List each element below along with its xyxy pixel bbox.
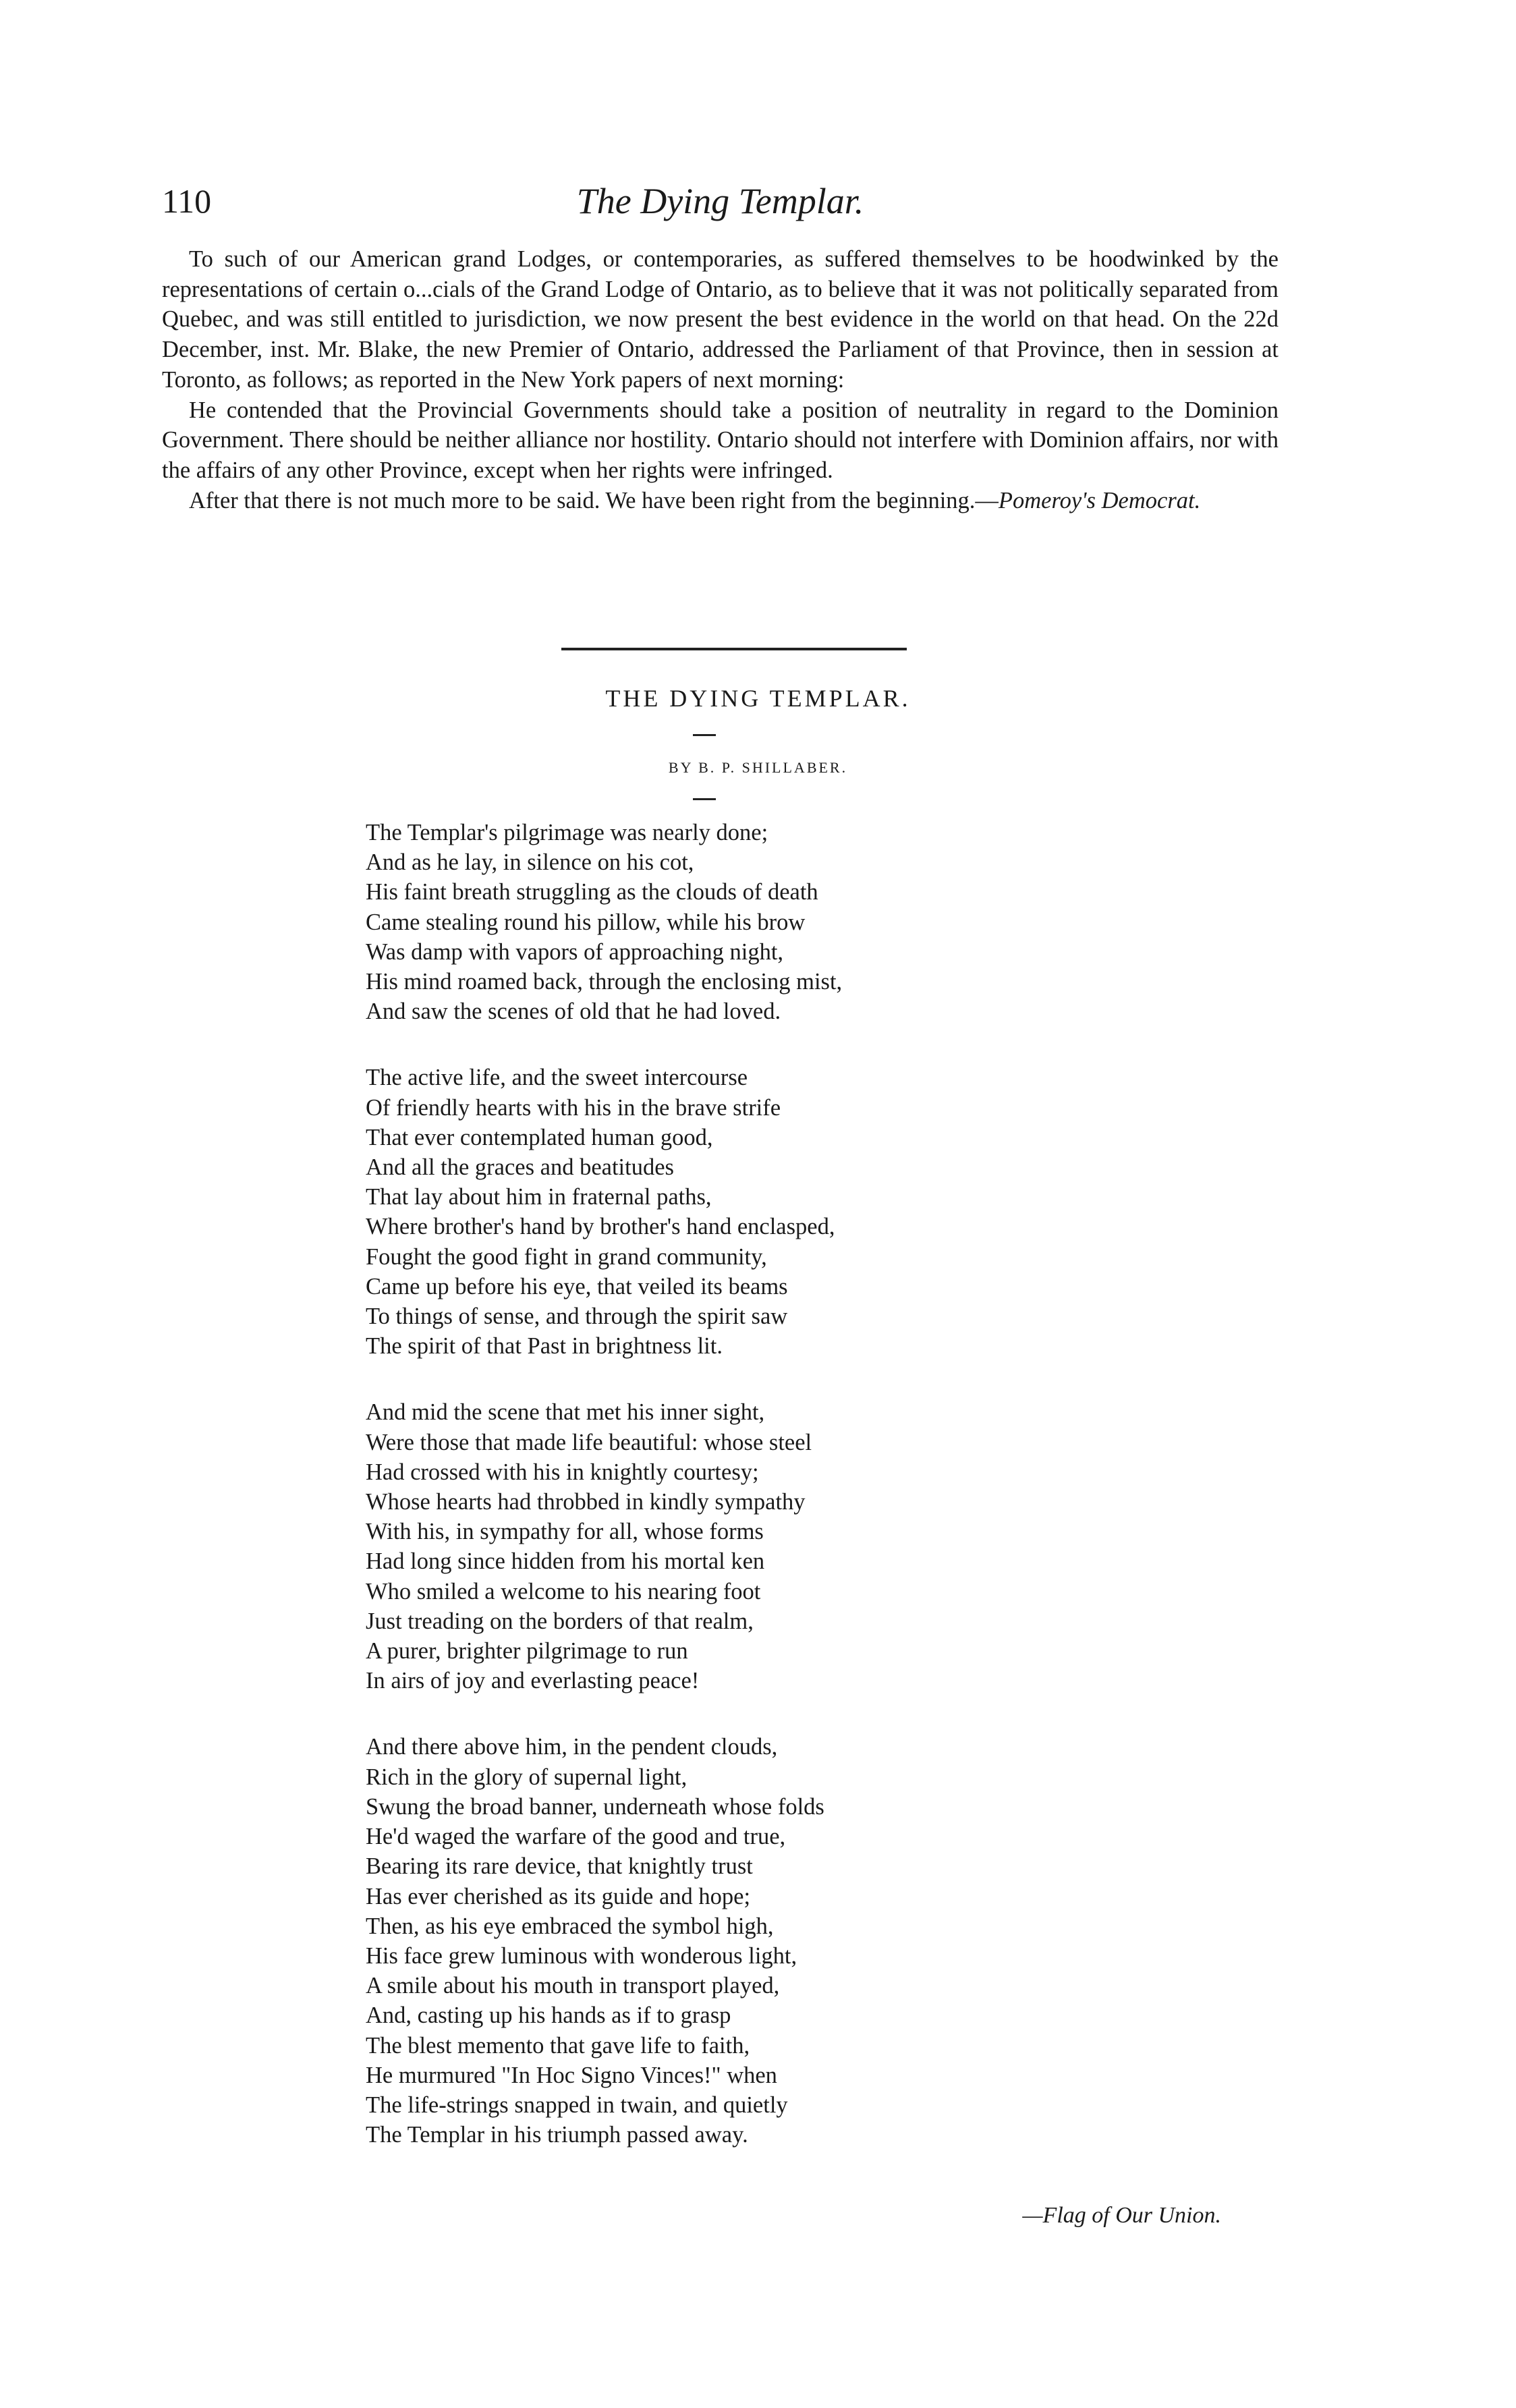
poem-line: Has ever cherished as its guide and hope;: [366, 1883, 751, 1909]
poem-line: The blest memento that gave life to faith,: [366, 2032, 750, 2059]
poem-line: In airs of joy and everlasting peace!: [366, 1668, 700, 1694]
article-source: Pomeroy's Democrat.: [998, 487, 1201, 513]
poem-line: Then, as his eye embraced the symbol high,: [366, 1913, 774, 1939]
poem-byline: BY B. P. SHILLABER.: [668, 759, 848, 776]
poem-line: The spirit of that Past in brightness lit.: [366, 1333, 723, 1360]
article-paragraph-2: He contended that the Provincial Governments should take a position of neutrality in regard to the Dominion Government. There should be neither alliance nor hostility. Ontario should not interfere with Dominion affairs, nor with the affairs of any other Province, except when her rights were infringed.: [162, 397, 1279, 483]
poem-line: Was damp with vapors of approaching night,: [366, 939, 784, 965]
title-dash: [693, 734, 716, 736]
page-header: [162, 181, 1279, 235]
poem-line: Fought the good fight in grand community,: [366, 1243, 767, 1270]
section-divider: [561, 648, 907, 650]
poem-line: Came up before his eye, that veiled its beams: [366, 1273, 788, 1299]
poem-line: Had long since hidden from his mortal ken: [366, 1548, 765, 1575]
poem-line: The active life, and the sweet intercourse: [366, 1065, 748, 1091]
article-paragraph-3: [162, 486, 1279, 516]
poem-line: Rich in the glory of supernal light,: [366, 1764, 687, 1790]
poem-line: That ever contemplated human good,: [366, 1124, 713, 1150]
poem-line: Just treading on the borders of that realm,: [366, 1608, 754, 1634]
source-dash: —: [975, 487, 999, 513]
byline-dash: [693, 798, 716, 800]
poem-body: [366, 818, 1310, 2186]
poem-line: With his, in sympathy for all, whose forms: [366, 1519, 764, 1545]
poem-stanza: [366, 1397, 1310, 1696]
poem-title: THE DYING TEMPLAR.: [605, 685, 911, 712]
poem-line: His face grew luminous with wonderous light,: [366, 1942, 797, 1969]
poem-line: He'd waged the warfare of the good and true,: [366, 1824, 786, 1850]
poem-line: Whose hearts had throbbed in kindly sympathy: [366, 1489, 806, 1515]
poem-line: Who smiled a welcome to his nearing foot: [366, 1578, 761, 1604]
poem-line: The Templar's pilgrimage was nearly done;: [366, 820, 768, 845]
poem-line: The life-strings snapped in twain, and quietly: [366, 2092, 788, 2118]
poem-attribution: —Flag of Our Union.: [1022, 2203, 1221, 2228]
poem-line: Where brother's hand by brother's hand enclasped,: [366, 1214, 835, 1240]
poem-stanza: [366, 1732, 1310, 2150]
running-title: The Dying Templar.: [576, 181, 864, 221]
article-paragraph-1: To such of our American grand Lodges, or contemporaries, as suffered themselves to be hoodwinked by the representations of certain o...cials of the Grand Lodge of Ontario, as to believe that it was not politically separated from Quebec, and was still entitled to jurisdiction, we now present the best evidence in the world on that head. On the 22d December, inst. Mr. Blake, the new Premier of Ontario, addressed the Parliament of that Province, then in session at Toronto, as follows; as reported in the New York papers of next morning:: [162, 246, 1279, 393]
poem-stanza: [366, 1063, 1310, 1361]
poem-line: A smile about his mouth in transport played,: [366, 1973, 780, 1999]
poem-line: And as he lay, in silence on his cot,: [366, 849, 694, 876]
page-number: 110: [162, 182, 212, 220]
poem-line: And all the graces and beatitudes: [366, 1154, 674, 1181]
poem-line: To things of sense, and through the spirit saw: [366, 1304, 788, 1330]
poem-line: Had crossed with his in knightly courtesy;: [366, 1459, 759, 1485]
poem-line: He murmured "In Hoc Signo Vinces!" when: [366, 2062, 777, 2088]
poem-stanza: [366, 818, 1310, 1026]
poem-line: His faint breath struggling as the clouds of death: [366, 879, 818, 905]
poem-line: The Templar in his triumph passed away.: [366, 2122, 748, 2148]
poem-line: Swung the broad banner, underneath whose folds: [366, 1793, 824, 1820]
poem-line: A purer, brighter pilgrimage to run: [366, 1638, 688, 1664]
poem-line: And mid the scene that met his inner sight,: [366, 1399, 765, 1426]
poem-line: His mind roamed back, through the enclosing mist,: [366, 969, 843, 995]
article-body: [162, 244, 1279, 515]
poem-line: And, casting up his hands as if to grasp: [366, 2003, 731, 2029]
poem-line: And there above him, in the pendent clouds,: [366, 1734, 778, 1760]
poem-line: And saw the scenes of old that he had loved.: [366, 999, 781, 1025]
article-paragraph-3-text: After that there is not much more to be said. We have been right from the beginning.: [189, 487, 976, 513]
poem-line: Were those that made life beautiful: whose steel: [366, 1429, 812, 1455]
poem-line: That lay about him in fraternal paths,: [366, 1184, 712, 1210]
poem-line: Came stealing round his pillow, while his brow: [366, 909, 806, 935]
poem-line: Of friendly hearts with his in the brave strife: [366, 1094, 781, 1121]
poem-line: Bearing its rare device, that knightly trust: [366, 1853, 753, 1880]
